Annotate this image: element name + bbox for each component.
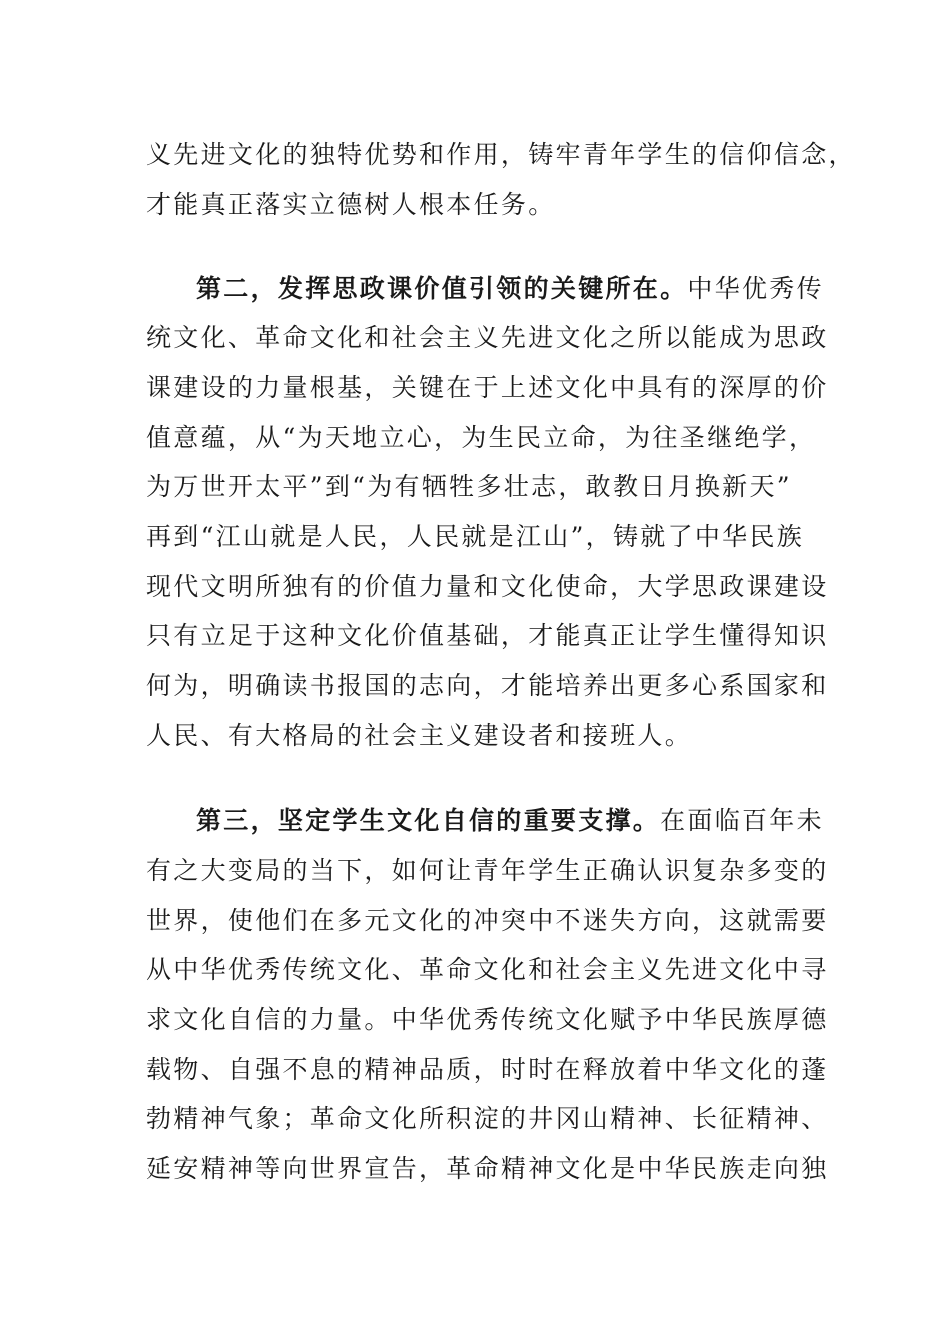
paragraph-2-line-2: 统文化、革命文化和社会主义先进文化之所以能成为思政 bbox=[146, 323, 829, 352]
paragraph-2-line-1 bbox=[196, 274, 876, 304]
paragraph-2-first-line-rest: 中华优秀传 bbox=[687, 274, 824, 303]
paragraph-1-line-2: 才能真正落实立德树人根本任务。 bbox=[146, 190, 556, 219]
paragraph-2-line-9: 何为，明确读书报国的志向，才能培养出更多心系国家和 bbox=[146, 671, 829, 700]
paragraph-3-line-6: 载物、自强不息的精神品质，时时在释放着中华文化的蓬 bbox=[146, 1055, 829, 1084]
paragraph-1-line-1: 义先进文化的独特优势和作用，铸牢青年学生的信仰信念， bbox=[146, 140, 856, 169]
paragraph-3-line-3: 世界，使他们在多元文化的冲突中不迷失方向，这就需要 bbox=[146, 906, 829, 935]
paragraph-2-line-10: 人民、有大格局的社会主义建设者和接班人。 bbox=[146, 721, 693, 750]
paragraph-3-heading: 第三，坚定学生文化自信的重要支撑。 bbox=[196, 806, 661, 835]
paragraph-3-line-1 bbox=[196, 806, 876, 836]
paragraph-3-line-8: 延安精神等向世界宣告，革命精神文化是中华民族走向独 bbox=[146, 1154, 829, 1183]
paragraph-2-line-7: 现代文明所独有的价值力量和文化使命，大学思政课建设 bbox=[146, 572, 829, 601]
paragraph-2-line-5: 为万世开太平”到“为有牺牲多壮志，敢教日月换新天” bbox=[146, 472, 792, 501]
paragraph-3-line-4: 从中华优秀传统文化、革命文化和社会主义先进文化中寻 bbox=[146, 955, 829, 984]
paragraph-3-line-2: 有之大变局的当下，如何让青年学生正确认识复杂多变的 bbox=[146, 856, 829, 885]
paragraph-2-line-3: 课建设的力量根基，关键在于上述文化中具有的深厚的价 bbox=[146, 373, 829, 402]
paragraph-3-line-5: 求文化自信的力量。中华优秀传统文化赋予中华民族厚德 bbox=[146, 1005, 829, 1034]
paragraph-2-heading: 第二，发挥思政课价值引领的关键所在。 bbox=[196, 274, 688, 303]
paragraph-3-line-7: 勃精神气象；革命文化所积淀的井冈山精神、长征精神、 bbox=[146, 1104, 829, 1133]
paragraph-2-line-8: 只有立足于这种文化价值基础，才能真正让学生懂得知识 bbox=[146, 621, 829, 650]
paragraph-2-line-4: 值意蕴，从“为天地立心，为生民立命，为往圣继绝学， bbox=[146, 423, 817, 452]
paragraph-3-first-line-rest: 在面临百年未 bbox=[660, 806, 824, 835]
paragraph-2-line-6: 再到“江山就是人民，人民就是江山”，铸就了中华民族 bbox=[146, 522, 805, 551]
